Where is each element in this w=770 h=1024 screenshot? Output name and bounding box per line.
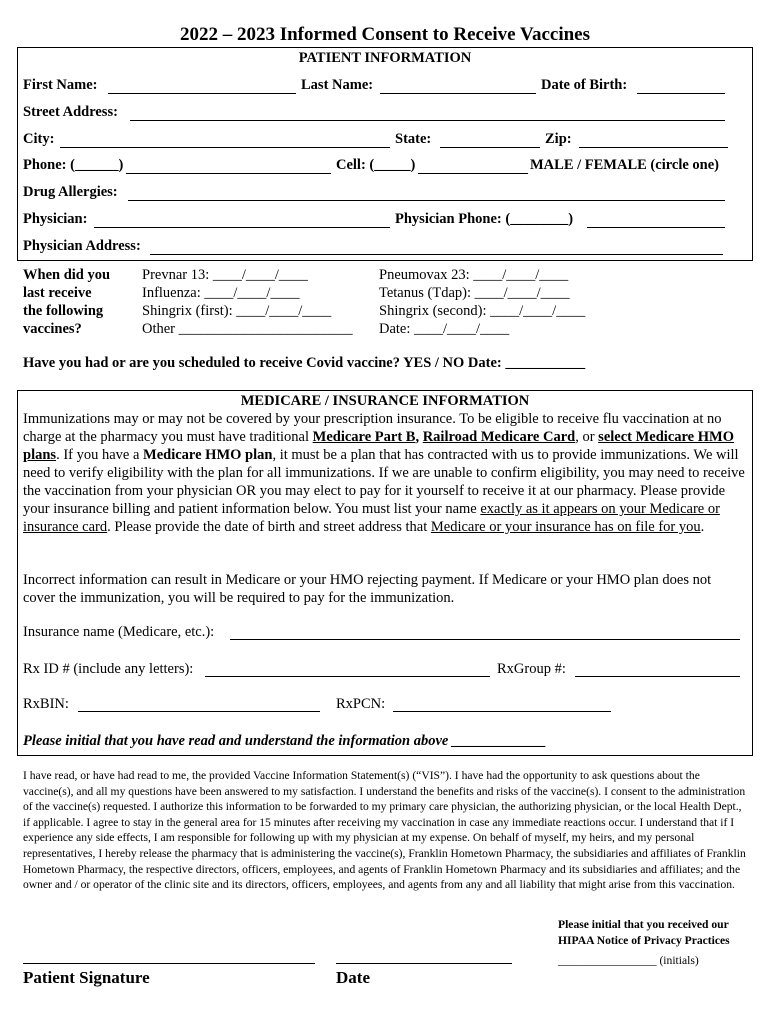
rx-id-field[interactable] [205, 676, 490, 677]
covid-question[interactable]: Have you had or are you scheduled to receive Covid vaccine? YES / NO Date: ___________ [23, 355, 586, 371]
question-line: last receive [23, 285, 92, 301]
state-label: State: [395, 131, 432, 147]
pneumovax-date-field[interactable]: Pneumovax 23: ____/____/____ [379, 267, 569, 283]
question-line: When did you [23, 267, 111, 283]
other-date-field[interactable]: Date: ____/____/____ [379, 321, 510, 337]
text: , it must be a plan that has contracted with us to provide immunizations. We will need to verify eligibility with the plan for all immunizations. If we are unable to confirm eligibility, you may need to receive the vaccination from your physician OR you may elect to pay for it yourself to receive it at our pharmacy. Please provide your insurance billing and patient information below. You must list your name [23, 447, 745, 517]
insurance-paragraph-2: Incorrect information can result in Medicare or your HMO rejecting payment. If Medicare or your HMO plan does not cover the immunization, you will be required to pay for the immunization. [23, 572, 712, 606]
dob-label: Date of Birth: [541, 77, 628, 93]
cell-field[interactable] [418, 173, 528, 174]
influenza-date-field[interactable]: Influenza: ____/____/____ [142, 285, 300, 301]
rx-id-label: Rx ID # (include any letters): [23, 661, 194, 677]
hipaa-notice-line-1: Please initial that you received our [558, 918, 729, 931]
rx-bin-label: RxBIN: [23, 696, 69, 712]
shingrix-first-date-field[interactable]: Shingrix (first): ____/____/____ [142, 303, 332, 319]
medicare-hmo-plan: Medicare HMO plan [143, 447, 273, 463]
street-address-field[interactable] [130, 120, 725, 121]
question-line: vaccines? [23, 321, 82, 337]
rx-pcn-field[interactable] [393, 711, 611, 712]
physician-phone-field[interactable] [587, 227, 725, 228]
phone-label: Phone: (______) [23, 157, 124, 173]
initial-acknowledgement[interactable]: Please initial that you have read and understand the information above _____________ [23, 733, 547, 749]
patient-signature-line[interactable] [23, 963, 315, 964]
dob-field[interactable] [637, 93, 725, 94]
last-name-label: Last Name: [301, 77, 374, 93]
text: . If you have a [56, 447, 144, 463]
zip-field[interactable] [579, 147, 728, 148]
first-name-label: First Name: [23, 77, 98, 93]
text: . Please provide the date of birth and street address that [107, 519, 431, 535]
on-file-note: Medicare or your insurance has on file for you [430, 519, 701, 535]
text: , [415, 429, 423, 445]
rx-bin-field[interactable] [78, 711, 320, 712]
insurance-name-label: Insurance name (Medicare, etc.): [23, 624, 215, 640]
form-title: 2022 – 2023 Informed Consent to Receive Vaccines [179, 24, 591, 45]
cell-label: Cell: (_____) [336, 157, 416, 173]
physician-label: Physician: [23, 211, 88, 227]
patient-signature-label: Patient Signature [23, 968, 150, 987]
medicare-part-b: Medicare Part B [312, 429, 416, 445]
last-name-field[interactable] [380, 93, 536, 94]
text: . [700, 519, 705, 535]
rx-group-label: RxGroup #: [497, 661, 566, 677]
vaccine-list-left [142, 266, 353, 338]
text: Immunizations may or may not be covered by your prescription insurance. To be eligible to receive flu vaccination at no charge at the pharmacy you must have traditional [23, 411, 722, 445]
hipaa-notice-line-2: HIPAA Notice of Privacy Practices [558, 934, 730, 947]
physician-address-label: Physician Address: [23, 238, 141, 254]
exact-name-note: exactly as it appears on your Medicare or insurance card [23, 501, 720, 535]
date-line[interactable] [336, 963, 512, 964]
question-line: the following [23, 303, 104, 319]
physician-field[interactable] [94, 227, 390, 228]
city-field[interactable] [60, 147, 390, 148]
physician-address-field[interactable] [150, 254, 723, 255]
shingrix-second-date-field[interactable]: Shingrix (second): ____/____/____ [379, 303, 586, 319]
insurance-paragraph-1 [23, 410, 745, 536]
street-address-label: Street Address: [23, 104, 118, 120]
prevnar-date-field[interactable]: Prevnar 13: ____/____/____ [142, 267, 308, 283]
first-name-field[interactable] [108, 93, 296, 94]
insurance-name-field[interactable] [230, 639, 740, 640]
city-label: City: [23, 131, 55, 147]
zip-label: Zip: [545, 131, 572, 147]
date-label: Date [336, 968, 370, 987]
sex-select[interactable]: MALE / FEMALE (circle one) [530, 157, 720, 173]
select-medicare-hmo: select Medicare HMO plans [23, 429, 734, 463]
rx-pcn-label: RxPCN: [336, 696, 386, 712]
drug-allergies-label: Drug Allergies: [23, 184, 118, 200]
railroad-medicare-card: Railroad Medicare Card [422, 429, 576, 445]
phone-field[interactable] [126, 173, 331, 174]
text: , or [575, 429, 599, 445]
state-field[interactable] [440, 147, 540, 148]
vaccine-question [23, 266, 110, 338]
consent-statement: I have read, or have had read to me, the provided Vaccine Information Statement(s) (“VIS”). I have had the opportunity to ask questions about the vaccine(s), and all my questions have been answered to my satisfaction. I understand the benefits and risks of the vaccine(s). I consent to the administration of the vaccine(s) requested. I authorize this information to be forwarded to my primary care physician, the authorizing physician, or the local Health Dept., if applicable. I agree to stay in the general area for 15 minutes after receiving my vaccination in case any immediate reactions occur. I understand that if I experience any side effects, I am responsible for following up with my physician at my expense. On behalf of myself, my heirs, and my personal representatives, I hereby release the pharmacy that is administering the vaccine(s), Franklin Hometown Pharmacy, the subsidiaries and affiliates of Franklin Hometown Pharmacy, the respective directors, officers, employees, and agents of Franklin Hometown Pharmacy and its subsidiaries and affiliates; and the owner and / or operator of the clinic site and its directors, officers, employees, and agents from any and all liability that might arise from this vaccination. [23, 769, 746, 892]
section-heading: PATIENT INFORMATION [298, 50, 472, 66]
physician-phone-label: Physician Phone: (________) [395, 211, 574, 227]
vaccine-list-right [379, 266, 585, 338]
patient-info-section [17, 47, 753, 261]
other-vaccine-field[interactable]: Other ________________________ [142, 321, 353, 337]
hipaa-initials-field[interactable]: _________________ (initials) [558, 954, 699, 967]
section-heading: MEDICARE / INSURANCE INFORMATION [240, 393, 530, 409]
rx-group-field[interactable] [575, 676, 740, 677]
tetanus-date-field[interactable]: Tetanus (Tdap): ____/____/____ [379, 285, 570, 301]
drug-allergies-field[interactable] [128, 200, 725, 201]
